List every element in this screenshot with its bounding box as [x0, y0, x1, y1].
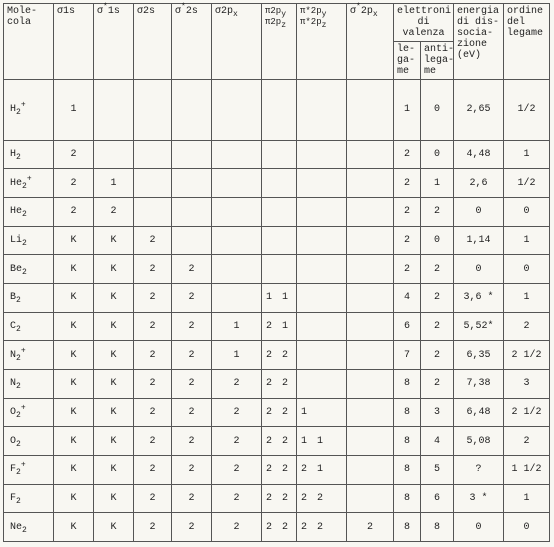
cell-ordine: 1 [504, 283, 550, 312]
cell-o1: K [54, 455, 94, 484]
cell-o4: 2 [172, 398, 212, 427]
cell-o4 [172, 80, 212, 141]
cell-o5 [212, 140, 262, 169]
cell-o2: 2 [94, 197, 134, 226]
cell-o8 [347, 169, 394, 198]
header-sigma-2s: σ2s [134, 4, 172, 80]
cell-energia: 6,35 [454, 341, 504, 370]
cell-o5: 2 [212, 369, 262, 398]
cell-o7 [297, 255, 347, 284]
cell-o5: 2 [212, 484, 262, 513]
cell-anti: 5 [421, 455, 454, 484]
cell-o6 [262, 80, 297, 141]
cell-o7: 2 1 [297, 455, 347, 484]
cell-o4 [172, 197, 212, 226]
table-row [4, 427, 550, 456]
cell-o8 [347, 255, 394, 284]
cell-ordine: 1 [504, 226, 550, 255]
cell-anti: 0 [421, 80, 454, 141]
cell-o8 [347, 484, 394, 513]
cell-o6 [262, 140, 297, 169]
cell-o3 [134, 140, 172, 169]
table-row [4, 455, 550, 484]
cell-o4: 2 [172, 513, 212, 542]
table-row [4, 169, 550, 198]
header-pi-2py-2pz: $\pi 2p_y$ $\pi 2p_z$ [262, 4, 297, 80]
cell-o4: 2 [172, 427, 212, 456]
cell-leg: 2 [394, 197, 421, 226]
cell-o4: 2 [172, 341, 212, 370]
cell-o1: K [54, 398, 94, 427]
cell-leg: 2 [394, 226, 421, 255]
molecule-cell: $O_2^+$ [4, 398, 54, 427]
cell-leg: 2 [394, 140, 421, 169]
cell-o3: 2 [134, 455, 172, 484]
cell-ordine: 2 1/2 [504, 398, 550, 427]
cell-o5 [212, 80, 262, 141]
table-row [4, 80, 550, 141]
header-ordine: ordine del legame [504, 4, 550, 80]
cell-anti: 0 [421, 140, 454, 169]
molecule-cell: $Ne_2$ [4, 513, 54, 542]
cell-o2 [94, 80, 134, 141]
cell-o8 [347, 80, 394, 141]
cell-ordine: 1/2 [504, 80, 550, 141]
cell-o6: 2 2 [262, 455, 297, 484]
table-row [4, 484, 550, 513]
cell-o5 [212, 197, 262, 226]
cell-o4: 2 [172, 283, 212, 312]
cell-anti: 2 [421, 255, 454, 284]
cell-o5 [212, 226, 262, 255]
cell-o6: 2 2 [262, 513, 297, 542]
header-sigma-star-2s: σ*2s [172, 4, 212, 80]
cell-o4: 2 [172, 369, 212, 398]
cell-o3: 2 [134, 283, 172, 312]
cell-o6: 2 1 [262, 312, 297, 341]
cell-o5: 2 [212, 455, 262, 484]
cell-o3: 2 [134, 398, 172, 427]
cell-ordine: 1 1/2 [504, 455, 550, 484]
cell-o1: 2 [54, 140, 94, 169]
cell-anti: 2 [421, 341, 454, 370]
table-row [4, 341, 550, 370]
cell-o3 [134, 169, 172, 198]
cell-o7 [297, 341, 347, 370]
cell-anti: 2 [421, 197, 454, 226]
cell-anti: 1 [421, 169, 454, 198]
header-antileganti: anti-lega-me [421, 42, 454, 80]
cell-o5: 1 [212, 341, 262, 370]
cell-o6 [262, 197, 297, 226]
molecule-cell: $He_2$ [4, 197, 54, 226]
cell-o7 [297, 283, 347, 312]
cell-o3: 2 [134, 369, 172, 398]
header-leganti: le-ga-me [394, 42, 421, 80]
cell-o7: 2 2 [297, 513, 347, 542]
table-body [4, 80, 550, 542]
cell-o3: 2 [134, 312, 172, 341]
cell-o8 [347, 312, 394, 341]
cell-ordine: 0 [504, 255, 550, 284]
cell-o8 [347, 455, 394, 484]
cell-o7 [297, 197, 347, 226]
cell-o7 [297, 80, 347, 141]
cell-o8 [347, 283, 394, 312]
cell-o3: 2 [134, 484, 172, 513]
cell-o2: K [94, 484, 134, 513]
cell-o7 [297, 369, 347, 398]
cell-ordine: 2 [504, 312, 550, 341]
cell-anti: 2 [421, 283, 454, 312]
header-pi-star-2py-2pz: $\pi*2p_y$ $\pi*2p_z$ [297, 4, 347, 80]
cell-o6: 2 2 [262, 341, 297, 370]
molecule-cell: $B_2$ [4, 283, 54, 312]
cell-leg: 8 [394, 455, 421, 484]
cell-o4: 2 [172, 455, 212, 484]
cell-o6: 2 2 [262, 484, 297, 513]
cell-o1: K [54, 427, 94, 456]
header-sigma-star-1s: σ*1s [94, 4, 134, 80]
cell-o3: 2 [134, 255, 172, 284]
cell-o2: K [94, 283, 134, 312]
cell-o4 [172, 140, 212, 169]
cell-energia: 0 [454, 513, 504, 542]
cell-ordine: 2 1/2 [504, 341, 550, 370]
cell-leg: 2 [394, 255, 421, 284]
cell-anti: 2 [421, 312, 454, 341]
cell-o8 [347, 369, 394, 398]
cell-o2 [94, 140, 134, 169]
cell-anti: 0 [421, 226, 454, 255]
cell-o5 [212, 169, 262, 198]
cell-o1: K [54, 283, 94, 312]
cell-leg: 2 [394, 169, 421, 198]
cell-o1: 2 [54, 197, 94, 226]
cell-o6: 1 1 [262, 283, 297, 312]
cell-o3 [134, 197, 172, 226]
molecule-cell: $N_2$ [4, 369, 54, 398]
cell-o4 [172, 226, 212, 255]
cell-energia: 0 [454, 197, 504, 226]
cell-energia: 3,6 * [454, 283, 504, 312]
cell-o3 [134, 80, 172, 141]
cell-o8 [347, 140, 394, 169]
molecular-orbital-table [3, 3, 550, 542]
header-sigma-star-2px: $\sigma^*2p_x$ [347, 4, 394, 80]
cell-leg: 8 [394, 427, 421, 456]
cell-energia: 2,65 [454, 80, 504, 141]
cell-o4: 2 [172, 255, 212, 284]
cell-energia: 2,6 [454, 169, 504, 198]
cell-o2: K [94, 312, 134, 341]
cell-leg: 1 [394, 80, 421, 141]
cell-o7 [297, 169, 347, 198]
molecule-cell: $Li_2$ [4, 226, 54, 255]
cell-o7: 2 2 [297, 484, 347, 513]
cell-anti: 2 [421, 369, 454, 398]
cell-o8 [347, 427, 394, 456]
cell-o6 [262, 169, 297, 198]
molecule-cell: $He_2^+$ [4, 169, 54, 198]
cell-o1: K [54, 226, 94, 255]
cell-o6: 2 2 [262, 369, 297, 398]
cell-energia: 7,38 [454, 369, 504, 398]
cell-o2: 1 [94, 169, 134, 198]
table-row [4, 197, 550, 226]
header-molecola: Mole-cola [4, 4, 54, 80]
cell-o8 [347, 398, 394, 427]
cell-energia: 0 [454, 255, 504, 284]
cell-o2: K [94, 255, 134, 284]
header-elettroni-valenza: elettroni di valenza [394, 4, 454, 42]
cell-leg: 8 [394, 484, 421, 513]
cell-anti: 8 [421, 513, 454, 542]
cell-o2: K [94, 369, 134, 398]
cell-leg: 6 [394, 312, 421, 341]
cell-o3: 2 [134, 513, 172, 542]
molecule-cell: $O_2$ [4, 427, 54, 456]
cell-o2: K [94, 427, 134, 456]
cell-o1: K [54, 369, 94, 398]
cell-leg: 8 [394, 398, 421, 427]
molecule-cell: $F_2$ [4, 484, 54, 513]
cell-o5: 1 [212, 312, 262, 341]
cell-o7 [297, 226, 347, 255]
cell-o3: 2 [134, 427, 172, 456]
cell-o6 [262, 255, 297, 284]
cell-o4: 2 [172, 312, 212, 341]
table-row [4, 513, 550, 542]
cell-o1: 2 [54, 169, 94, 198]
cell-ordine: 3 [504, 369, 550, 398]
cell-energia: 3 * [454, 484, 504, 513]
cell-o7: 1 [297, 398, 347, 427]
cell-o2: K [94, 398, 134, 427]
cell-o8 [347, 226, 394, 255]
header-sigma-2px: $\sigma 2p_x$ [212, 4, 262, 80]
cell-energia: 5,08 [454, 427, 504, 456]
table-row [4, 226, 550, 255]
cell-ordine: 1/2 [504, 169, 550, 198]
cell-anti: 4 [421, 427, 454, 456]
table-row [4, 398, 550, 427]
cell-o5: 2 [212, 398, 262, 427]
cell-energia: 4,48 [454, 140, 504, 169]
molecule-cell: $H_2^+$ [4, 80, 54, 141]
cell-o5 [212, 255, 262, 284]
cell-leg: 8 [394, 513, 421, 542]
cell-o7 [297, 140, 347, 169]
cell-energia: ? [454, 455, 504, 484]
cell-anti: 3 [421, 398, 454, 427]
molecule-cell: $N_2^+$ [4, 341, 54, 370]
cell-o8: 2 [347, 513, 394, 542]
header-sigma-1s: σ1s [54, 4, 94, 80]
cell-o1: K [54, 341, 94, 370]
cell-leg: 4 [394, 283, 421, 312]
cell-energia: 1,14 [454, 226, 504, 255]
molecule-cell: $Be_2$ [4, 255, 54, 284]
cell-o5: 2 [212, 513, 262, 542]
cell-ordine: 1 [504, 140, 550, 169]
cell-o1: 1 [54, 80, 94, 141]
cell-o6: 2 2 [262, 398, 297, 427]
table-row [4, 312, 550, 341]
cell-o7 [297, 312, 347, 341]
cell-o4: 2 [172, 484, 212, 513]
cell-energia: 5,52* [454, 312, 504, 341]
cell-o7: 1 1 [297, 427, 347, 456]
cell-leg: 7 [394, 341, 421, 370]
cell-leg: 8 [394, 369, 421, 398]
cell-o2: K [94, 341, 134, 370]
cell-o5 [212, 283, 262, 312]
cell-o3: 2 [134, 226, 172, 255]
table-row [4, 283, 550, 312]
table-row [4, 140, 550, 169]
cell-o1: K [54, 255, 94, 284]
cell-ordine: 1 [504, 484, 550, 513]
cell-o8 [347, 197, 394, 226]
cell-o4 [172, 169, 212, 198]
molecule-cell: $F_2^+$ [4, 455, 54, 484]
table-row [4, 255, 550, 284]
header-energia: energia di dis-socia-zione (eV) [454, 4, 504, 80]
cell-o1: K [54, 513, 94, 542]
cell-o2: K [94, 455, 134, 484]
table-row [4, 369, 550, 398]
cell-o8 [347, 341, 394, 370]
cell-o2: K [94, 226, 134, 255]
cell-o6: 2 2 [262, 427, 297, 456]
cell-energia: 6,48 [454, 398, 504, 427]
cell-ordine: 0 [504, 513, 550, 542]
cell-o1: K [54, 312, 94, 341]
molecule-cell: $H_2$ [4, 140, 54, 169]
cell-o1: K [54, 484, 94, 513]
cell-o3: 2 [134, 341, 172, 370]
cell-ordine: 2 [504, 427, 550, 456]
cell-anti: 6 [421, 484, 454, 513]
molecule-cell: $C_2$ [4, 312, 54, 341]
cell-ordine: 0 [504, 197, 550, 226]
cell-o5: 2 [212, 427, 262, 456]
cell-o2: K [94, 513, 134, 542]
cell-o6 [262, 226, 297, 255]
